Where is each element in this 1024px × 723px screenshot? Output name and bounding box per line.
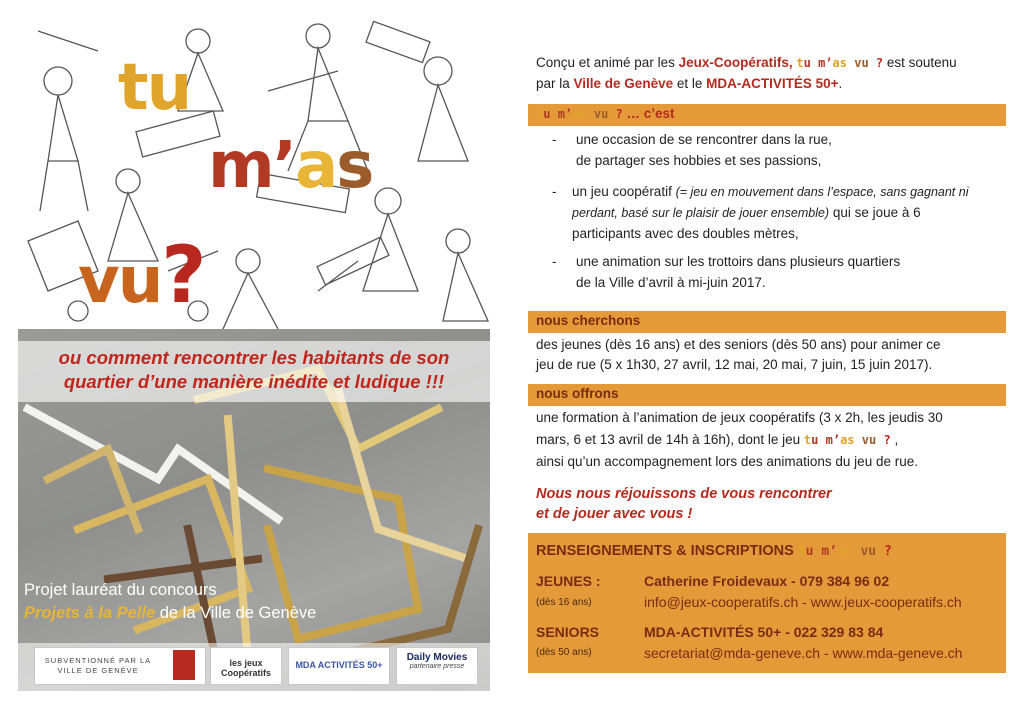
item-2-italic-2: perdant, basé sur le plaisir de jouer ensemble)	[572, 206, 830, 220]
title-u: u	[117, 244, 162, 318]
laureat-rest: de la Ville de Genève	[155, 604, 317, 622]
text-panel	[528, 0, 1008, 723]
item-dash-1: -	[552, 132, 557, 147]
title-question: ?	[161, 231, 205, 321]
title-mas	[208, 129, 372, 203]
seniors-contact: MDA-ACTIVITÉS 50+ - 022 329 83 84	[644, 624, 884, 640]
logo-mda-text: MDA ACTIVITÉS 50+	[295, 660, 383, 670]
logo-ville-geneve	[34, 647, 206, 685]
intro-text-2: est soutenu	[883, 55, 957, 70]
title-m: m	[208, 129, 273, 203]
brand-inline-3: tu m’as vu ?	[803, 433, 891, 447]
info-title	[536, 543, 892, 559]
laureat-pelle: Projets à la Pelle	[24, 604, 156, 622]
seniors-label: SENIORS	[536, 624, 600, 640]
info-box	[528, 533, 1006, 673]
jeunes-email-link[interactable]: info@jeux-cooperatifs.ch - www.jeux-cooperatifs.ch	[644, 594, 962, 610]
title-a: a	[295, 129, 337, 203]
offrons-line-1: une formation à l’animation de jeux coopératifs (3 x 2h, les jeudis 30	[536, 410, 943, 425]
title-v: v	[78, 244, 118, 318]
brand-inline-4: tu m’as vu ?	[797, 544, 892, 559]
offrons-line-2-end: ,	[890, 432, 899, 447]
offrons-line-2	[536, 430, 898, 450]
seniors-email-link[interactable]: secretariat@mda-geneve.ch - www.mda-geneve.ch	[644, 645, 963, 661]
logo-daily-movies	[396, 647, 478, 685]
laureat-line-1: Projet lauréat du concours	[24, 581, 217, 599]
offrons-label: nous offrons	[536, 386, 619, 401]
closing-line-1: Nous nous réjouissons de vous rencontrer	[536, 486, 832, 502]
cherchons-label: nous cherchons	[536, 313, 641, 328]
closing-line-2: et de jouer avec vous !	[536, 506, 693, 522]
seniors-age: (dès 50 ans)	[536, 647, 592, 658]
item-1b: de partager ses hobbies et ses passions,	[576, 153, 822, 168]
closing-text	[536, 484, 832, 524]
geneve-crest-icon	[173, 650, 195, 680]
item-2b	[572, 202, 921, 224]
item-2a	[572, 181, 968, 203]
tagline-line-1: ou comment rencontrer les habitants de son	[58, 347, 450, 368]
cherchons-line-1: des jeunes (dès 16 ans) et des seniors (dès 50 ans) pour animer ce	[536, 337, 941, 352]
laureat-line-2	[24, 604, 316, 623]
people-sketch-illustration	[18, 11, 490, 329]
title-tu: tu	[118, 51, 191, 125]
intro-text-1: Conçu et animé par les	[536, 55, 679, 70]
jeunes-age: (dès 16 ans)	[536, 597, 592, 608]
logo-daily-sub: partenaire presse	[409, 663, 465, 670]
title-apostrophe: ’	[272, 129, 295, 203]
item-3b: de la Ville d’avril à mi-juin 2017.	[576, 275, 766, 290]
logo-jeux-text: les jeux Coopératifs	[220, 658, 271, 678]
intro-line-2	[536, 73, 842, 94]
brand-inline-1: tu m’as vu ?	[796, 56, 884, 70]
item-2b-text: qui se joue à 6	[829, 205, 921, 220]
offrons-bar	[528, 384, 1006, 406]
item-2-italic-1: (= jeu en mouvement dans l’espace, sans gagnant ni	[675, 185, 969, 199]
intro-ville: Ville de Genève	[573, 76, 674, 91]
jeunes-label: JEUNES :	[536, 573, 601, 589]
item-2c: participants avec des doubles mètres,	[572, 226, 799, 241]
intro-mda: MDA-ACTIVITÉS 50+	[706, 76, 839, 91]
logo-subv-text: SUBVENTIONNÉ PAR LA VILLE DE GENÈVE	[44, 656, 152, 675]
intro-jeux: Jeux-Coopératifs,	[678, 55, 793, 70]
offrons-line-2-text: mars, 6 et 13 avril de 14h à 16h), dont le jeu	[536, 432, 804, 447]
title-s: s	[336, 129, 373, 203]
brand-inline-2: tu m’as vu ?	[536, 107, 623, 121]
tagline	[18, 341, 490, 402]
info-title-text: RENSEIGNEMENTS & INSCRIPTIONS	[536, 543, 798, 559]
cherchons-bar	[528, 311, 1006, 333]
item-dash-3: -	[552, 254, 557, 269]
cherchons-line-2: jeu de rue (5 x 1h30, 27 avril, 12 mai, 20 mai, 7 juin, 15 juin 2017).	[536, 357, 933, 372]
sponsor-logos	[18, 643, 490, 691]
item-dash-2: -	[552, 184, 557, 199]
logo-mda	[288, 647, 390, 685]
intro-text-3: par la	[536, 76, 574, 91]
item-3a: une animation sur les trottoirs dans plusieurs quartiers	[576, 254, 901, 269]
tagline-line-2: quartier d’une manière inédite et ludique !!!	[63, 371, 445, 392]
intro-text-5: .	[838, 76, 843, 91]
intro-line-1	[536, 52, 957, 74]
item-1a: une occasion de se rencontrer dans la rue,	[576, 132, 832, 147]
cest-suffix: … c’est	[622, 106, 675, 121]
poster-image	[18, 11, 490, 691]
intro-text-4: et le	[673, 76, 707, 91]
item-2a-text: un jeu coopératif	[572, 184, 676, 199]
cest-label	[536, 106, 675, 121]
logo-daily-text: Daily Movies	[406, 652, 468, 663]
logo-jeux-cooperatifs	[210, 647, 282, 685]
jeunes-contact: Catherine Froidevaux - 079 384 96 02	[644, 573, 890, 589]
title-vu	[78, 231, 205, 321]
offrons-line-3: ainsi qu’un accompagnement lors des animations du jeu de rue.	[536, 454, 918, 469]
cest-bar	[528, 104, 1006, 126]
